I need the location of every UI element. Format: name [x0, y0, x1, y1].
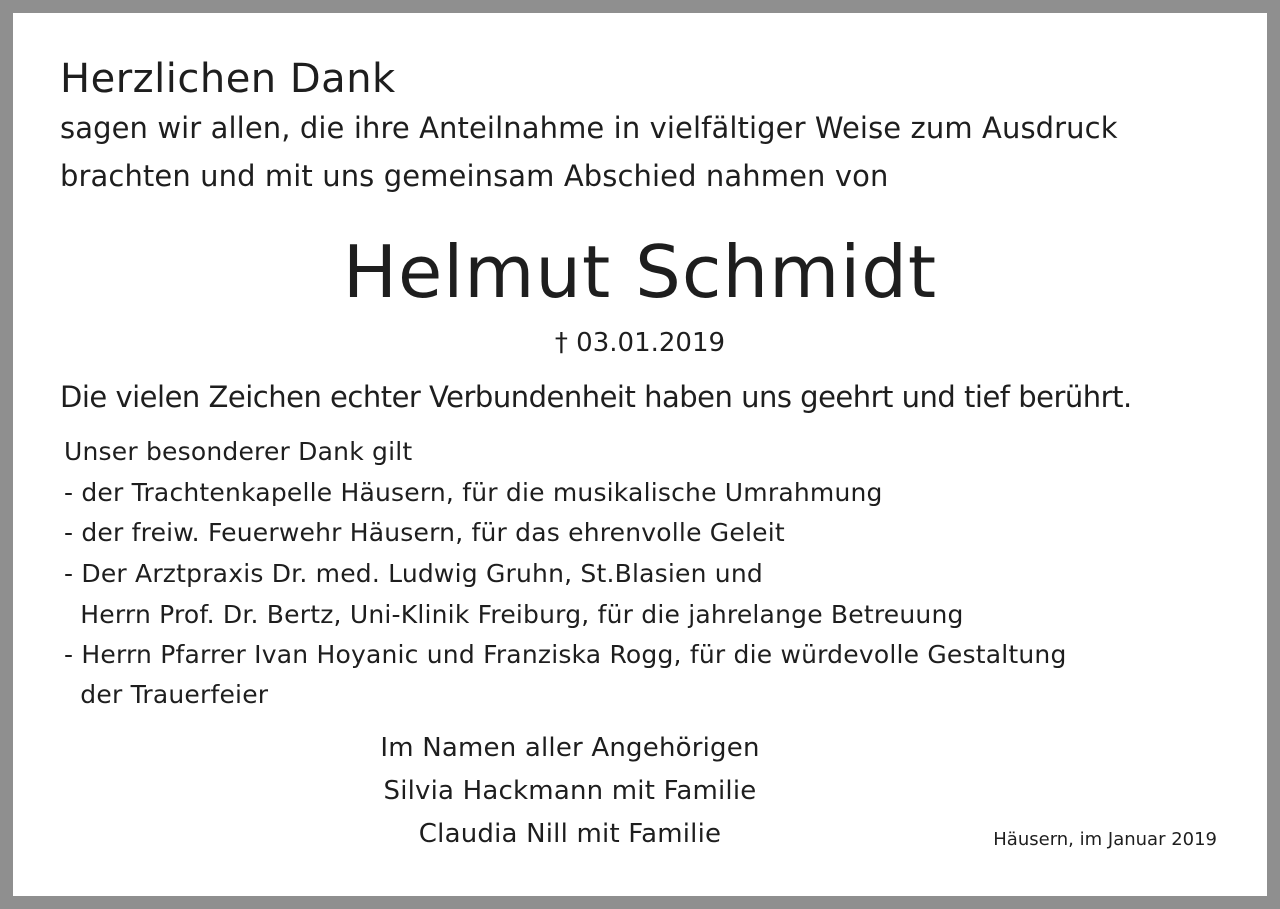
signature-line: Claudia Nill mit Familie — [418, 819, 722, 849]
intro-line-1: sagen wir allen, die ihre Anteilnahme in vielfältiger Weise zum Ausdruck — [60, 111, 1118, 145]
thanks-line: - der freiw. Feuerwehr Häusern, für das ehrenvolle Geleit — [64, 518, 785, 547]
thanks-line: - der Trachtenkapelle Häusern, für die musikalische Umrahmung — [64, 478, 883, 507]
thanks-line: - Herrn Pfarrer Ivan Hoyanic und Franziska Rogg, für die würdevolle Gestaltung — [64, 640, 1067, 669]
thanks-line: Herrn Prof. Dr. Bertz, Uni-Klinik Freiburg, für die jahrelange Betreuung — [64, 600, 964, 629]
thanks-line: Unser besonderer Dank gilt — [64, 437, 413, 466]
signature-line: Silvia Hackmann mit Familie — [383, 776, 757, 806]
death-date: † 03.01.2019 — [554, 328, 726, 358]
thanks-line: der Trauerfeier — [64, 680, 269, 709]
signature-line: Im Namen aller Angehörigen — [380, 733, 760, 763]
thanks-line: - Der Arztpraxis Dr. med. Ludwig Gruhn, St.Blasien und — [64, 559, 763, 588]
obituary-thank-you-notice — [13, 13, 1267, 896]
notice-heading: Herzlichen Dank — [60, 56, 396, 102]
intro-line-2: brachten und mit uns gemeinsam Abschied nahmen von — [60, 159, 889, 193]
place-date: Häusern, im Januar 2019 — [993, 829, 1217, 850]
gratitude-line: Die vielen Zeichen echter Verbundenheit haben uns geehrt und tief berührt. — [60, 380, 1132, 414]
deceased-name: Helmut Schmidt — [342, 230, 938, 314]
